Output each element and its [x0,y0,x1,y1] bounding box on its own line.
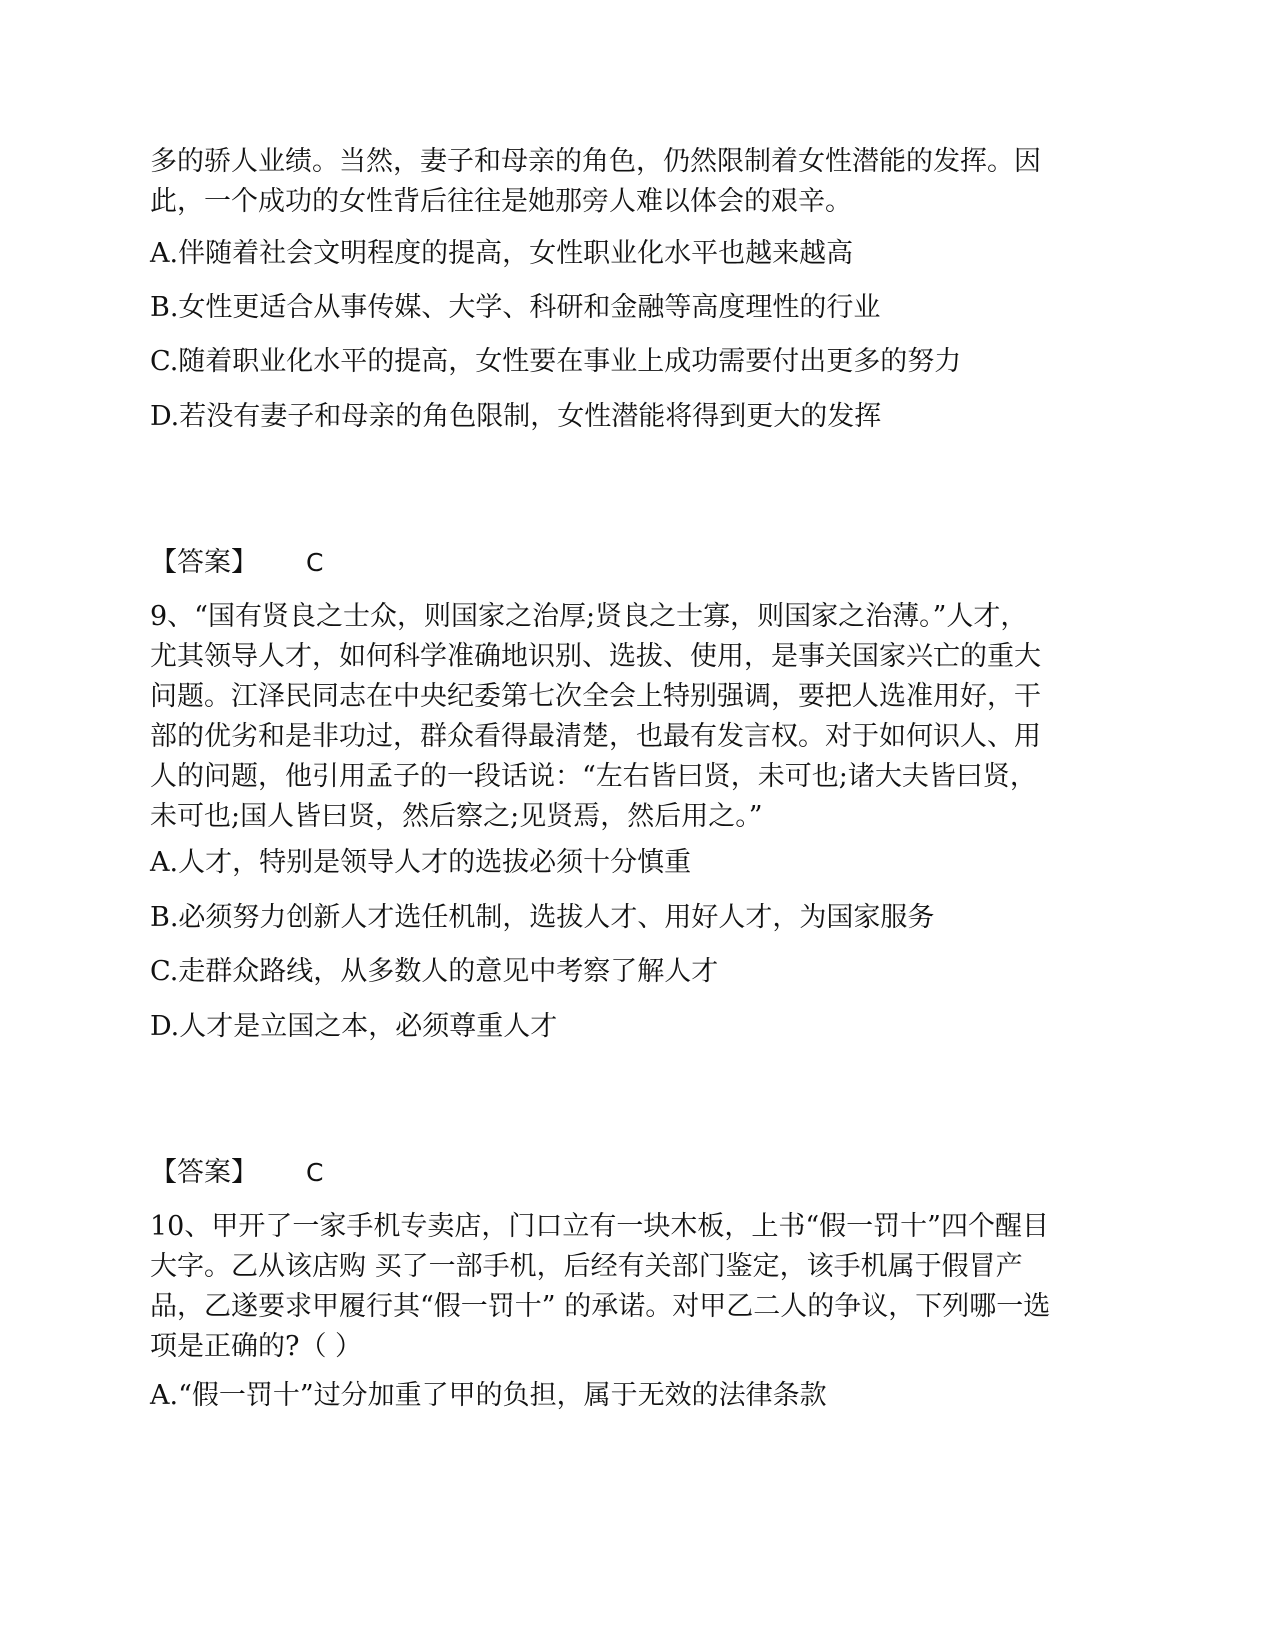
q8-option-d: D.若没有妻子和母亲的角色限制，女性潜能将得到更大的发挥 [150,401,882,432]
q8-option-b: B.女性更适合从事传媒、大学、科研和金融等高度理性的行业 [150,292,881,323]
question-line: 尤其领导人才，如何科学准确地识别、选拔、使用，是事关国家兴亡的重大 [150,641,1041,672]
intro-passage [150,142,1130,222]
question-line: 问题。江泽民同志在中央纪委第七次全会上特别强调，要把人选准用好，干 [150,681,1041,712]
question-9-text [150,597,1130,837]
question-line: 10、甲开了一家手机专卖店，门口立有一块木板，上书“假一罚十”四个醒目 [150,1211,1049,1242]
question-line: 部的优劣和是非功过，群众看得最清楚，也最有发言权。对于如何识人、用 [150,721,1041,752]
answer-label: 【答案】 [150,1157,258,1188]
q9-option-a: A.人才，特别是领导人才的选拔必须十分慎重 [150,847,692,878]
question-10-text [150,1207,1130,1367]
answer-line-1 [150,543,323,583]
intro-passage-text [150,142,1130,222]
passage-line: 多的骄人业绩。当然，妻子和母亲的角色，仍然限制着女性潜能的发挥。因 [150,146,1041,177]
answer-value: C [306,548,324,577]
q9-option-d: D.人才是立国之本，必须尊重人才 [150,1011,558,1042]
question-line: 大字。乙从该店购 买了一部手机，后经有关部门鉴定，该手机属于假冒产 [150,1251,1023,1282]
answer-line-2 [150,1153,323,1193]
answer-label: 【答案】 [150,547,258,578]
question-line: 品，乙遂要求甲履行其“假一罚十” 的承诺。对甲乙二人的争议，下列哪一选 [150,1291,1051,1322]
q8-option-a: A.伴随着社会文明程度的提高，女性职业化水平也越来越高 [150,238,854,269]
question-line: 9、“国有贤良之士众，则国家之治厚;贤良之士寡，则国家之治薄。”人才， [150,601,1028,632]
question-line: 人的问题，他引用孟子的一段话说：“左右皆曰贤，未可也;诸大夫皆曰贤， [150,761,1037,792]
q9-option-b: B.必须努力创新人才选任机制，选拔人才、用好人才，为国家服务 [150,902,935,933]
q9-option-c: C.走群众路线，从多数人的意见中考察了解人才 [150,956,719,987]
question-line: 未可也;国人皆曰贤，然后察之;见贤焉，然后用之。” [150,801,763,832]
question-line: 项是正确的?（ ） [150,1331,363,1362]
passage-line: 此，一个成功的女性背后往往是她那旁人难以体会的艰辛。 [150,186,852,217]
q8-option-c: C.随着职业化水平的提高，女性要在事业上成功需要付出更多的努力 [150,346,962,377]
q10-option-a: A.“假一罚十”过分加重了甲的负担，属于无效的法律条款 [150,1380,827,1411]
question-10 [150,1207,1130,1367]
answer-value: C [306,1158,324,1187]
question-9 [150,597,1130,837]
